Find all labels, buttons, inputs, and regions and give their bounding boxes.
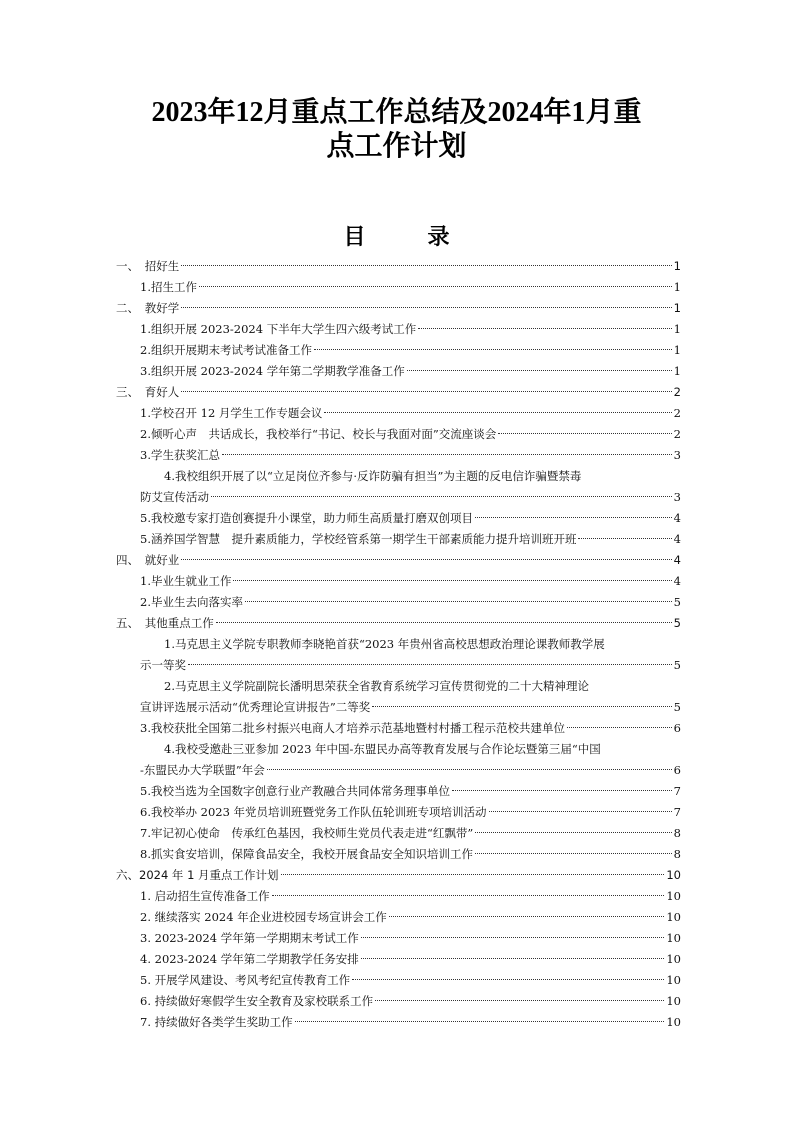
dot-leader xyxy=(324,412,671,413)
toc-entry[interactable] xyxy=(116,907,681,928)
toc-entry-text: 五、 其他重点工作 xyxy=(116,616,214,630)
toc-section-entry[interactable] xyxy=(116,382,681,403)
dot-leader xyxy=(361,937,665,938)
dot-leader xyxy=(245,601,672,602)
toc-page-number: 5 xyxy=(673,700,681,714)
document-title-line-1: 2023年12月重点工作总结及2024年1月重 xyxy=(151,97,642,128)
toc-page-number: 10 xyxy=(666,952,681,966)
toc-entry-text: 四、 就好业 xyxy=(116,553,180,567)
toc-entry[interactable] xyxy=(116,529,681,550)
toc-entry-text: 4. 2023-2024 学年第二学期教学任务安排 xyxy=(140,952,359,966)
toc-page-number: 1 xyxy=(673,280,681,294)
toc-page-number: 2 xyxy=(673,427,681,441)
document-title xyxy=(60,96,733,164)
toc-entry-text-continued: 宣讲评选展示活动“优秀理论宣讲报告”二等奖 xyxy=(140,700,371,714)
toc-section-entry[interactable] xyxy=(116,256,681,277)
toc-page-number: 6 xyxy=(673,721,681,735)
dot-leader xyxy=(188,664,672,665)
dot-leader xyxy=(489,811,672,812)
toc-entry-text: 1.毕业生就业工作 xyxy=(140,574,232,588)
dot-leader xyxy=(181,307,671,308)
toc-entry[interactable] xyxy=(116,466,681,487)
dot-leader xyxy=(375,1000,664,1001)
toc-page-number: 4 xyxy=(673,574,681,588)
toc-page-number: 4 xyxy=(673,553,681,567)
toc-entry-text-continued: -东盟民办大学联盟”年会 xyxy=(140,763,265,777)
toc-section-entry[interactable] xyxy=(116,298,681,319)
toc-entry-continuation[interactable] xyxy=(116,697,681,718)
toc-entry[interactable] xyxy=(116,991,681,1012)
toc-entry[interactable] xyxy=(116,718,681,739)
toc-page-number: 1 xyxy=(673,259,681,273)
toc-page-number: 4 xyxy=(673,532,681,546)
dot-leader xyxy=(475,853,672,854)
toc-entry-text: 4.我校受邀赴三亚参加 2023 年中国-东盟民办高等教育发展与合作论坛暨第三届“中国 xyxy=(164,742,601,756)
toc-page-number: 10 xyxy=(666,931,681,945)
toc-page-number: 1 xyxy=(673,343,681,357)
toc-entry[interactable] xyxy=(116,1012,681,1033)
toc-entry-text: 一、 招好生 xyxy=(116,259,180,273)
toc-page-number: 8 xyxy=(673,847,681,861)
toc-entry-text: 3.学生获奖汇总 xyxy=(140,448,220,462)
toc-page-number: 3 xyxy=(673,490,681,504)
toc-entry[interactable] xyxy=(116,634,681,655)
toc-entry[interactable] xyxy=(116,361,681,382)
toc-page-number: 6 xyxy=(673,763,681,777)
toc-entry[interactable] xyxy=(116,508,681,529)
toc-entry-text: 7. 持续做好各类学生奖助工作 xyxy=(140,1015,293,1029)
dot-leader xyxy=(567,727,672,728)
toc-entry-text: 2.组织开展期末考试考试准备工作 xyxy=(140,343,312,357)
toc-page-number: 2 xyxy=(673,385,681,399)
dot-leader xyxy=(233,580,671,581)
toc-entry-text: 5. 开展学风建设、考风考纪宣传教育工作 xyxy=(140,973,351,987)
document-title-line-2: 点工作计划 xyxy=(326,131,467,162)
toc-entry[interactable] xyxy=(116,781,681,802)
toc-section-entry[interactable] xyxy=(116,865,681,886)
dot-leader xyxy=(361,958,665,959)
toc-entry[interactable] xyxy=(116,445,681,466)
dot-leader xyxy=(498,433,671,434)
toc-entry-text-continued: 防艾宣传活动 xyxy=(140,490,209,504)
toc-entry-text: 4.我校组织开展了以“立足岗位齐参与·反诈防骗有担当”为主题的反电信诈骗暨禁毒 xyxy=(164,469,582,483)
toc-page-number: 10 xyxy=(666,910,681,924)
dot-leader xyxy=(281,874,665,875)
dot-leader xyxy=(222,454,672,455)
toc-page-number: 5 xyxy=(673,595,681,609)
toc-page-number: 5 xyxy=(673,616,681,630)
toc-entry-text: 5.我校当选为全国数字创意行业产教融合共同体常务理事单位 xyxy=(140,784,450,798)
toc-entry[interactable] xyxy=(116,424,681,445)
toc-page-number: 10 xyxy=(666,1015,681,1029)
dot-leader xyxy=(389,916,665,917)
toc-page-number: 2 xyxy=(673,406,681,420)
toc-entry-continuation[interactable] xyxy=(116,487,681,508)
toc-entry-continuation[interactable] xyxy=(116,655,681,676)
dot-leader xyxy=(267,769,672,770)
toc-page-number: 5 xyxy=(673,658,681,672)
toc-entry-text: 二、 教好学 xyxy=(116,301,180,315)
dot-leader xyxy=(181,391,671,392)
table-of-contents xyxy=(116,256,681,1033)
toc-heading: 目 录 xyxy=(343,224,470,250)
toc-entry-text: 8.抓实食安培训，保障食品安全，我校开展食品安全知识培训工作 xyxy=(140,847,473,861)
dot-leader xyxy=(352,979,664,980)
dot-leader xyxy=(295,1021,665,1022)
toc-page-number: 4 xyxy=(673,511,681,525)
toc-entry[interactable] xyxy=(116,886,681,907)
toc-entry-text: 7.牢记初心使命 传承红色基因，我校师生党员代表走进“红飘带” xyxy=(140,826,474,840)
dot-leader xyxy=(272,895,665,896)
dot-leader xyxy=(211,496,672,497)
toc-entry[interactable] xyxy=(116,571,681,592)
toc-entry[interactable] xyxy=(116,676,681,697)
dot-leader xyxy=(372,706,671,707)
toc-entry-text-continued: 示一等奖 xyxy=(140,658,186,672)
toc-entry-text: 1.马克思主义学院专职教师李晓艳首获“2023 年贵州省高校思想政治理论课教师教学展 xyxy=(164,637,605,651)
toc-entry[interactable] xyxy=(116,319,681,340)
toc-page-number: 10 xyxy=(666,868,681,882)
toc-entry-text: 3.组织开展 2023-2024 学年第二学期教学准备工作 xyxy=(140,364,405,378)
toc-entry[interactable] xyxy=(116,844,681,865)
toc-entry-text: 6.我校举办 2023 年党员培训班暨党务工作队伍轮训班专项培训活动 xyxy=(140,805,487,819)
toc-entry[interactable] xyxy=(116,823,681,844)
dot-leader xyxy=(418,328,671,329)
toc-entry-text: 1.招生工作 xyxy=(140,280,197,294)
toc-entry-text: 1.组织开展 2023-2024 下半年大学生四六级考试工作 xyxy=(140,322,417,336)
toc-section-entry[interactable] xyxy=(116,613,681,634)
toc-page-number: 7 xyxy=(673,805,681,819)
toc-entry-continuation[interactable] xyxy=(116,760,681,781)
toc-page-number: 10 xyxy=(666,973,681,987)
toc-entry-text: 2. 继续落实 2024 年企业进校园专场宣讲会工作 xyxy=(140,910,387,924)
toc-page-number: 8 xyxy=(673,826,681,840)
toc-entry-text: 3. 2023-2024 学年第一学期期末考试工作 xyxy=(140,931,359,945)
dot-leader xyxy=(452,790,672,791)
toc-entry[interactable] xyxy=(116,403,681,424)
toc-page-number: 10 xyxy=(666,889,681,903)
toc-entry-text: 6. 持续做好寒假学生安全教育及家校联系工作 xyxy=(140,994,374,1008)
dot-leader xyxy=(181,265,671,266)
dot-leader xyxy=(181,559,671,560)
toc-page-number: 1 xyxy=(673,301,681,315)
toc-entry-text: 5.涵养国学智慧 提升素质能力，学校经管系第一期学生干部素质能力提升培训班开班 xyxy=(140,532,577,546)
dot-leader xyxy=(314,349,672,350)
toc-entry[interactable] xyxy=(116,928,681,949)
toc-entry[interactable] xyxy=(116,277,681,298)
toc-entry-text: 3.我校获批全国第二批乡村振兴电商人才培养示范基地暨村村播工程示范校共建单位 xyxy=(140,721,565,735)
toc-section-entry[interactable] xyxy=(116,550,681,571)
toc-page-number: 1 xyxy=(673,322,681,336)
toc-entry-text: 六、2024 年 1 月重点工作计划 xyxy=(116,868,279,882)
toc-entry[interactable] xyxy=(116,802,681,823)
toc-entry-text: 2.倾听心声 共话成长，我校举行“书记、校长与我面对面”交流座谈会 xyxy=(140,427,497,441)
dot-leader xyxy=(216,622,672,623)
toc-page-number: 7 xyxy=(673,784,681,798)
toc-entry-text: 三、 育好人 xyxy=(116,385,180,399)
toc-entry[interactable] xyxy=(116,970,681,991)
toc-page-number: 3 xyxy=(673,448,681,462)
toc-entry-text: 1.学校召开 12 月学生工作专题会议 xyxy=(140,406,323,420)
toc-entry[interactable] xyxy=(116,949,681,970)
toc-entry-text: 5.我校邀专家打造创赛提升小课堂，助力师生高质量打磨双创项目 xyxy=(140,511,473,525)
toc-entry[interactable] xyxy=(116,340,681,361)
dot-leader xyxy=(578,538,671,539)
dot-leader xyxy=(475,832,671,833)
dot-leader xyxy=(407,370,672,371)
toc-page-number: 1 xyxy=(673,364,681,378)
toc-page-number: 10 xyxy=(666,994,681,1008)
dot-leader xyxy=(475,517,672,518)
toc-entry[interactable] xyxy=(116,592,681,613)
dot-leader xyxy=(199,286,672,287)
toc-entry-text: 1. 启动招生宣传准备工作 xyxy=(140,889,270,903)
toc-entry-text: 2.马克思主义学院副院长潘明思荣获全省教育系统学习宣传贯彻党的二十大精神理论 xyxy=(164,679,589,693)
toc-entry-text: 2.毕业生去向落实率 xyxy=(140,595,243,609)
toc-entry[interactable] xyxy=(116,739,681,760)
